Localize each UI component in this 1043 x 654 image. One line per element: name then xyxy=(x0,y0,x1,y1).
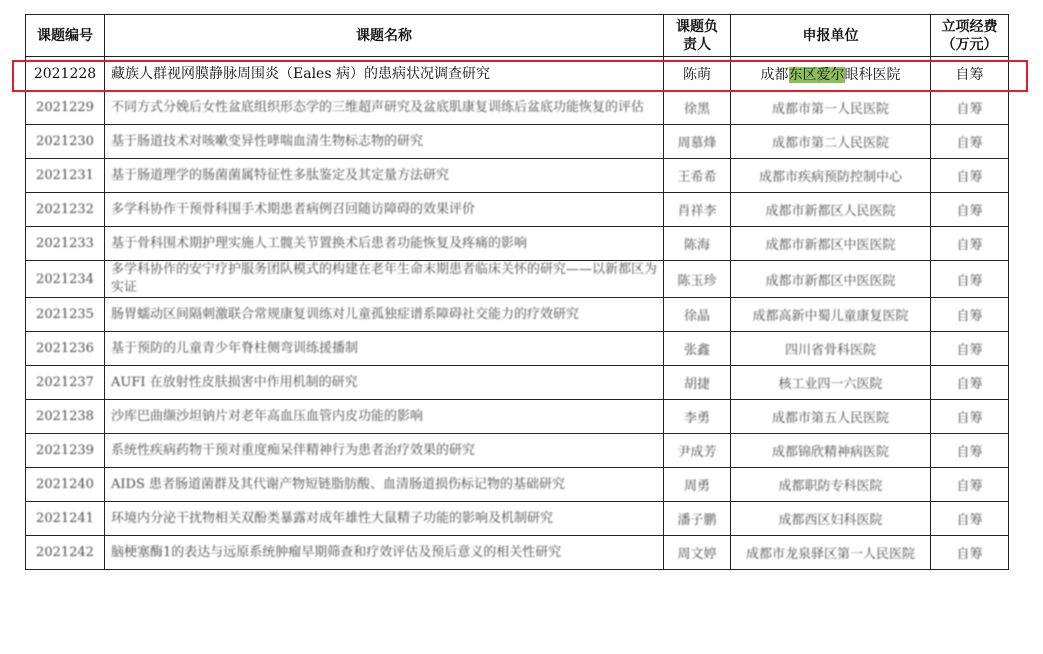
table-header-row xyxy=(26,15,1009,57)
cell-unit: 成都市第一人民医院 xyxy=(771,102,889,117)
cell-name: 多学科协作干预骨科围手术期患者病例召回随访障碍的效果评价 xyxy=(111,201,476,217)
cell-unit: 成都高新中蜀儿童康复医院 xyxy=(752,309,909,324)
cell-leader: 陈海 xyxy=(683,238,710,253)
cell-id: 2021239 xyxy=(36,443,94,458)
cell-funding: 自筹 xyxy=(956,343,983,358)
table-row xyxy=(26,400,1009,434)
table-row xyxy=(26,91,1009,125)
header-leader: 课题负责人 xyxy=(664,15,731,57)
cell-leader: 王希希 xyxy=(677,170,717,185)
cell-funding: 自筹 xyxy=(956,411,983,426)
cell-name: 藏族人群视网膜静脉周围炎（Eales 病）的患病状况调查研究 xyxy=(105,57,664,91)
cell-unit: 成都市第二人民医院 xyxy=(771,136,889,151)
cell-unit: 成都市新都区中医医院 xyxy=(765,238,896,253)
cell-name: 环境内分泌干扰物相关双酚类暴露对成年雄性大鼠精子功能的影响及机制研究 xyxy=(111,510,554,526)
cell-name: AIDS 患者肠道菌群及其代谢产物短链脂肪酸、血清肠道损伤标记物的基础研究 xyxy=(111,476,565,492)
cell-funding: 自筹 xyxy=(956,204,983,219)
cell-id: 2021228 xyxy=(26,57,105,91)
table-row xyxy=(26,261,1009,298)
cell-id: 2021231 xyxy=(36,168,94,183)
table-row xyxy=(26,227,1009,261)
cell-unit: 成都市龙泉驿区第一人民医院 xyxy=(745,547,915,562)
cell-id: 2021235 xyxy=(36,307,94,322)
table-row xyxy=(26,125,1009,159)
cell-id: 2021233 xyxy=(36,236,94,251)
header-id: 课题编号 xyxy=(26,15,105,57)
table-row xyxy=(26,502,1009,536)
cell-unit: 核工业四一六医院 xyxy=(778,377,883,392)
cell-id: 2021237 xyxy=(36,375,94,390)
cell-id: 2021238 xyxy=(36,409,94,424)
cell-funding: 自筹 xyxy=(956,102,983,117)
cell-funding: 自筹 xyxy=(956,309,983,324)
unit-prefix: 成都 xyxy=(760,66,789,83)
cell-leader: 周慕烽 xyxy=(677,136,717,151)
table-row xyxy=(26,332,1009,366)
cell-unit: 成都市新都区中医医院 xyxy=(765,273,896,289)
table-row xyxy=(26,298,1009,332)
unit-suffix: 眼科医院 xyxy=(844,66,901,83)
cell-name: 基于肠道理学的肠菌菌属特征性多肽鉴定及其定量方法研究 xyxy=(111,167,450,183)
cell-leader: 潘子鹏 xyxy=(677,513,717,528)
table-row xyxy=(26,159,1009,193)
cell-funding: 自筹 xyxy=(956,513,983,528)
cell-id: 2021230 xyxy=(36,134,94,149)
table-row xyxy=(26,366,1009,400)
cell-id: 2021242 xyxy=(36,545,94,560)
table-row xyxy=(26,57,1009,91)
cell-leader: 张鑫 xyxy=(683,343,710,358)
cell-leader: 陈玉珍 xyxy=(677,273,717,289)
cell-id: 2021240 xyxy=(36,477,94,492)
cell-unit xyxy=(731,57,931,91)
cell-name: 基于预防的儿童青少年脊柱侧弯训练援播制 xyxy=(111,340,359,356)
table-row xyxy=(26,434,1009,468)
cell-funding: 自筹 xyxy=(931,57,1009,91)
cell-funding: 自筹 xyxy=(956,547,983,562)
cell-leader: 徐晶 xyxy=(683,309,710,324)
cell-id: 2021241 xyxy=(36,511,94,526)
cell-name: 沙库巴曲缬沙坦钠片对老年高血压血管内皮功能的影响 xyxy=(111,408,424,424)
cell-leader: 周勇 xyxy=(683,479,710,494)
cell-leader: 徐黑 xyxy=(683,102,710,117)
cell-name: 基于骨科围术期护理实施人工髋关节置换术后患者功能恢复及疼痛的影响 xyxy=(111,235,528,251)
cell-leader: 陈萌 xyxy=(664,57,731,91)
cell-leader: 胡捷 xyxy=(683,377,710,392)
cell-funding: 自筹 xyxy=(956,273,983,289)
document-table-container xyxy=(25,14,1009,570)
highlighted-text: 东区爱尔 xyxy=(788,66,845,83)
project-list-table xyxy=(25,14,1009,570)
cell-funding: 自筹 xyxy=(956,445,983,460)
cell-unit: 成都职防专科医院 xyxy=(778,479,883,494)
cell-name: 肠胃蠕动区间隔刺激联合常规康复训练对儿童孤独症谱系障碍社交能力的疗效研究 xyxy=(111,306,580,322)
cell-leader: 李勇 xyxy=(683,411,710,426)
cell-id: 2021232 xyxy=(36,202,94,217)
cell-id: 2021234 xyxy=(36,271,94,287)
cell-funding: 自筹 xyxy=(956,479,983,494)
cell-unit: 成都市新都区人民医院 xyxy=(765,204,896,219)
cell-name: 不同方式分娩后女性盆底组织形态学的三维超声研究及盆底肌康复训练后盆底功能恢复的评估 xyxy=(111,99,645,115)
header-name: 课题名称 xyxy=(105,15,664,57)
cell-name: 脑梗塞酶1的表达与远原系统肿瘤早期筛查和疗效评估及预后意义的相关性研究 xyxy=(111,544,562,560)
cell-name: 多学科协作的安宁疗护服务团队模式的构建在老年生命末期患者临床关怀的研究——以新都区为实证 xyxy=(111,262,658,295)
table-row xyxy=(26,536,1009,570)
cell-unit: 四川省骨科医院 xyxy=(784,343,876,358)
cell-funding: 自筹 xyxy=(956,136,983,151)
cell-id: 2021229 xyxy=(36,100,94,115)
table-row xyxy=(26,193,1009,227)
table-row xyxy=(26,468,1009,502)
cell-name: 基于肠道技术对咳嗽变异性哮喘血清生物标志物的研究 xyxy=(111,133,424,149)
cell-unit: 成都锦欣精神病医院 xyxy=(771,445,889,460)
cell-funding: 自筹 xyxy=(956,238,983,253)
cell-unit: 成都西区妇科医院 xyxy=(778,513,883,528)
cell-name: AUFI 在放射性皮肤损害中作用机制的研究 xyxy=(111,374,358,390)
cell-leader: 肖祥李 xyxy=(677,204,717,219)
header-unit: 申报单位 xyxy=(731,15,931,57)
cell-name: 系统性疾病药物干预对重度痴呆伴精神行为患者治疗效果的研究 xyxy=(111,442,476,458)
cell-leader: 尹成芳 xyxy=(677,445,717,460)
cell-funding: 自筹 xyxy=(956,170,983,185)
cell-unit: 成都市疾病预防控制中心 xyxy=(758,170,902,185)
header-funding: 立项经费（万元） xyxy=(931,15,1009,57)
cell-funding: 自筹 xyxy=(956,377,983,392)
cell-unit: 成都市第五人民医院 xyxy=(771,411,889,426)
cell-leader: 周文婷 xyxy=(677,547,717,562)
cell-id: 2021236 xyxy=(36,341,94,356)
